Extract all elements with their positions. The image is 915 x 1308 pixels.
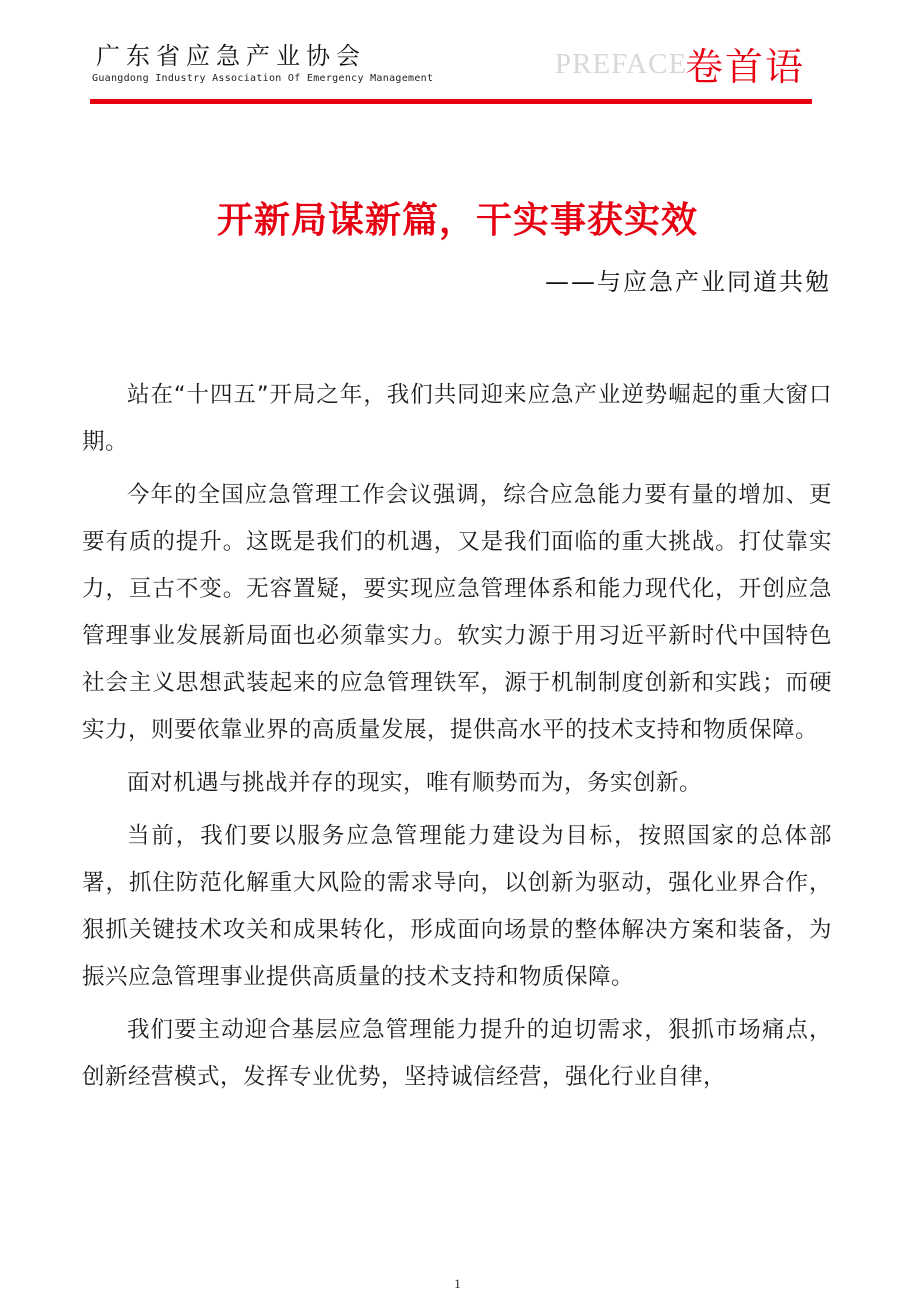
- preface-label: PREFACE: [555, 48, 688, 80]
- organization-name: 广东省应急产业协会: [96, 42, 366, 70]
- paragraph: 当前，我们要以服务应急管理能力建设为目标，按照国家的总体部署，抓住防范化解重大风险的需求导向，以创新为驱动，强化业界合作，狠抓关键技术攻关和成果转化，形成面向场景的整体解决方案和装备，为振兴应急管理事业提供高质量的技术支持和物质保障。: [82, 823, 832, 990]
- article-title: 开新局谋新篇，干实事获实效: [216, 200, 698, 241]
- page-header: [0, 0, 915, 110]
- page-number: 1: [454, 1276, 461, 1291]
- paragraph: 面对机遇与挑战并存的现实，唯有顺势而为，务实创新。: [127, 770, 703, 796]
- paragraph: 今年的全国应急管理工作会议强调，综合应急能力要有量的增加、更要有质的提升。这既是我们的机遇，又是我们面临的重大挑战。打仗靠实力，亘古不变。无容置疑，要实现应急管理体系和能力现代化，开创应急管理事业发展新局面也必须靠实力。软实力源于用习近平新时代中国特色社会主义思想武装起来的应急管理铁军，源于机制制度创新和实践；而硬实力，则要依靠业界的高质量发展，提供高水平的技术支持和物质保障。: [82, 482, 832, 743]
- section-title: 卷首语: [685, 45, 806, 89]
- article-subtitle: ——与应急产业同道共勉: [545, 268, 831, 296]
- paragraph: 站在“十四五”开局之年，我们共同迎来应急产业逆势崛起的重大窗口期。: [82, 382, 832, 455]
- organization-name-english: Guangdong Industry Association Of Emergency Management: [92, 73, 434, 84]
- article-body: [82, 372, 832, 1107]
- paragraph: 我们要主动迎合基层应急管理能力提升的迫切需求，狠抓市场痛点，创新经营模式，发挥专业优势，坚持诚信经营，强化行业自律，: [82, 1017, 832, 1090]
- header-divider: [90, 99, 812, 104]
